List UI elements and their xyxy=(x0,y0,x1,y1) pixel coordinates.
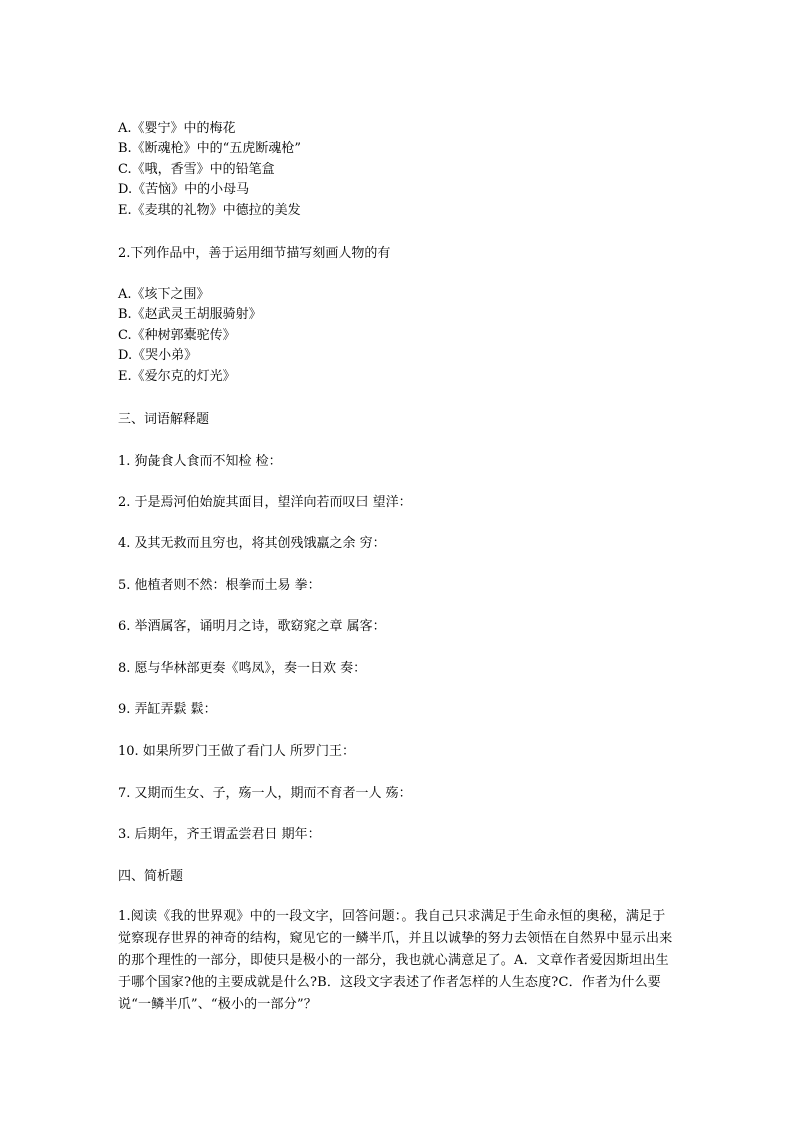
section3-item: 7. 又期而生女、子，殇一人，期而不育者一人 殇： xyxy=(118,786,412,801)
section4-heading: 四、简析题 xyxy=(118,869,184,884)
q2-stem: 2.下列作品中，善于运用细节描写刻画人物的有 xyxy=(118,246,391,261)
q2-option-a: A.《垓下之围》 xyxy=(118,287,210,302)
section3-item: 5. 他植者则不然：根拳而土易 拳： xyxy=(118,578,321,593)
section3-item: 1. 狗彘食人食而不知检 检： xyxy=(118,454,282,469)
section3-heading: 三、词语解释题 xyxy=(118,412,210,427)
q2-option-b: B.《赵武灵王胡服骑射》 xyxy=(118,307,262,322)
q1-option-b: B.《断魂枪》中的“五虎断魂枪” xyxy=(118,141,301,156)
q2-option-e: E.《爱尔克的灯光》 xyxy=(118,369,236,384)
q1-option-e: E.《麦琪的礼物》中德拉的美发 xyxy=(118,203,301,218)
q2-option-c: C.《种树郭橐驼传》 xyxy=(118,328,236,343)
section3-item: 4. 及其无救而且穷也，将其创残饿羸之余 穷： xyxy=(118,536,386,551)
section3-item: 2. 于是焉河伯始旋其面目，望洋向若而叹曰 望洋： xyxy=(118,495,412,510)
section3-item: 9. 弄缸弄鬏 鬏： xyxy=(118,702,217,717)
section3-item: 8. 愿与华林部更奏《鸣凤》，奏一日欢 奏： xyxy=(118,661,367,676)
q1-option-a: A.《婴宁》中的梅花 xyxy=(118,121,236,136)
section3-item: 3. 后期年，齐王谓孟尝君日 期年： xyxy=(118,827,321,842)
q2-option-d: D.《哭小弟》 xyxy=(118,348,198,363)
q1-option-c: C.《哦，香雪》中的铅笔盒 xyxy=(118,162,275,177)
section4-question: 1.阅读《我的世界观》中的一段文字，回答问题：。我自己只求满足于生命永恒的奥秘，满足于觉察现存世界的神奇的结构，窥见它的一鳞半爪，并且以诚挚的努力去领悟在自然界中显示出来的那个理性的一部分，即使只是极小的一部分，我也就心满意足了。A．文章作者爱因斯坦出生于哪个国家?他的主要成就是什么?B．这段文字表述了作者怎样的人生态度?C．作者为什么要说“一鳞半爪”、“极小的一部分”？ xyxy=(118,909,673,1012)
section3-item: 10. 如果所罗门王做了看门人 所罗门王： xyxy=(118,744,355,759)
section3-item: 6. 举酒属客，诵明月之诗，歌窈窕之章 属客： xyxy=(118,619,386,634)
q1-option-d: D.《苦恼》中的小母马 xyxy=(118,182,250,197)
